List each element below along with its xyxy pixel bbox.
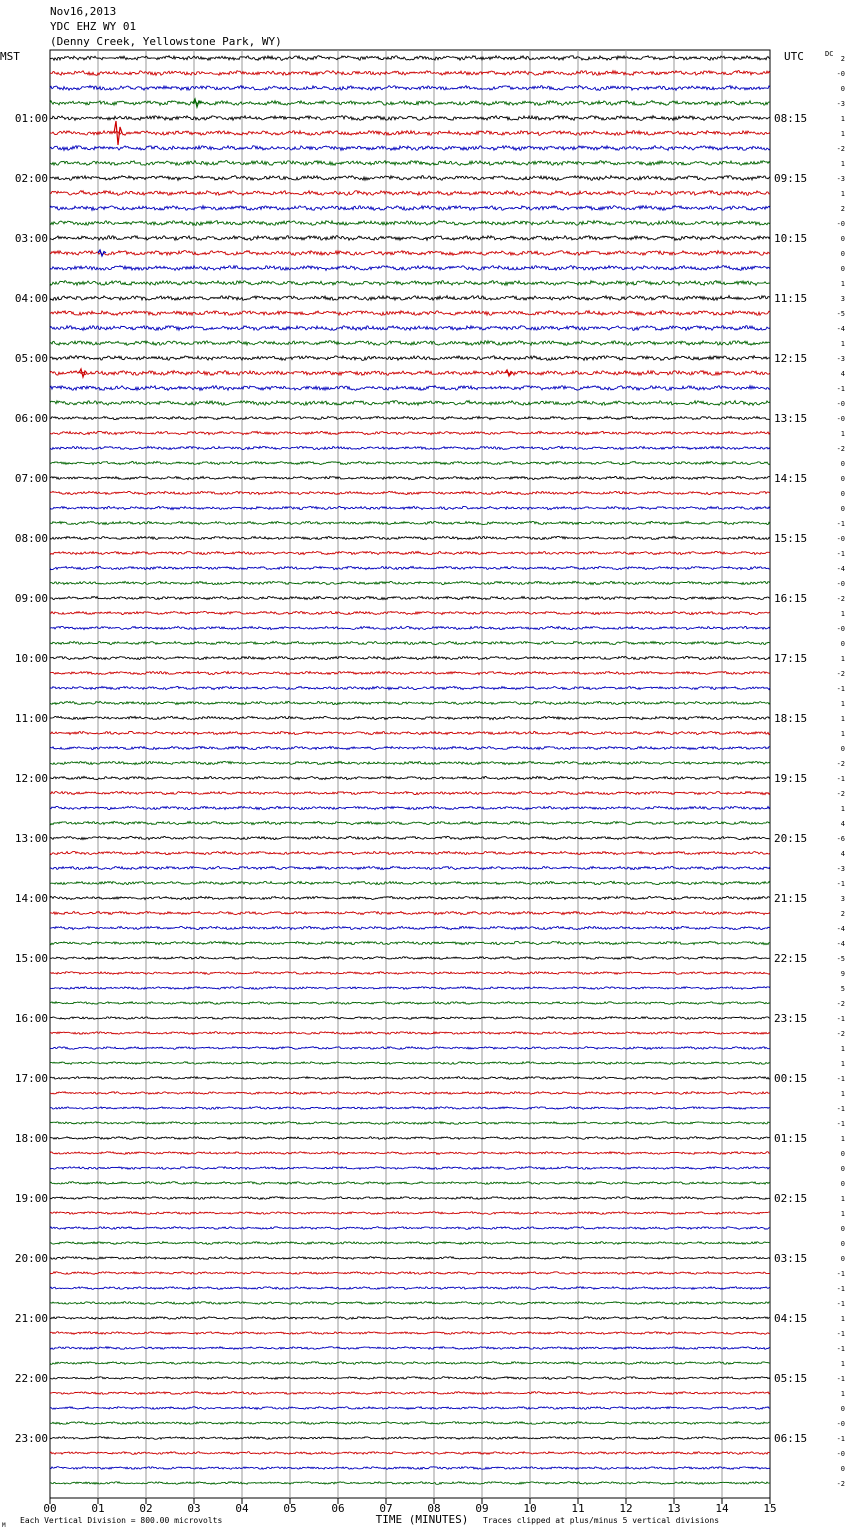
seismic-trace — [50, 731, 770, 734]
dc-offset-label: 4 — [840, 820, 845, 828]
seismic-trace — [50, 701, 770, 704]
seismic-trace — [50, 866, 770, 869]
seismic-trace — [50, 431, 770, 434]
left-hour-label: 07:00 — [14, 472, 48, 485]
right-hour-label: 12:15 — [774, 352, 808, 365]
dc-offset-label: 1 — [840, 1090, 845, 1098]
right-hour-label: 20:15 — [774, 832, 808, 845]
dc-offset-label: 0 — [840, 250, 845, 258]
dc-offset-label: -1 — [836, 1075, 845, 1083]
dc-offset-label: 1 — [840, 280, 845, 288]
seismic-trace — [50, 1107, 770, 1110]
x-axis-label: TIME (MINUTES) — [375, 1513, 469, 1526]
x-tick-label: 11 — [571, 1502, 585, 1515]
dc-offset-label: -1 — [836, 1375, 845, 1383]
seismic-trace — [50, 761, 770, 764]
dc-offset-label: -1 — [836, 1015, 845, 1023]
clip-note: Traces clipped at plus/minus 5 vertical divisions — [483, 1516, 720, 1525]
dc-offset-label: -1 — [836, 1285, 845, 1293]
seismic-trace — [50, 1182, 770, 1185]
seismic-trace — [50, 221, 770, 226]
seismic-trace — [50, 596, 770, 599]
x-tick-label: 02 — [139, 1502, 153, 1515]
dc-offset-label: 1 — [840, 805, 845, 813]
seismic-trace — [50, 146, 770, 151]
dc-offset-label: 1 — [840, 1195, 845, 1203]
dc-offset-label: -0 — [836, 580, 845, 588]
seismic-trace — [50, 416, 770, 419]
dc-offset-label: 1 — [840, 1390, 845, 1398]
seismic-trace — [50, 1467, 770, 1470]
seismic-trace — [50, 56, 770, 61]
dc-offset-label: -3 — [836, 100, 845, 108]
seismic-trace — [50, 1347, 770, 1350]
seismic-trace — [50, 236, 770, 241]
seismic-trace — [50, 776, 770, 779]
x-tick-label: 04 — [235, 1502, 249, 1515]
seismic-trace — [50, 611, 770, 614]
seismic-trace — [50, 521, 770, 524]
left-hour-label: 01:00 — [14, 112, 48, 125]
seismic-trace — [50, 1092, 770, 1095]
seismic-trace — [50, 1302, 770, 1305]
x-tick-label: 08 — [427, 1502, 441, 1515]
left-hour-label: 21:00 — [14, 1312, 48, 1325]
dc-offset-label: 1 — [840, 1315, 845, 1323]
right-hour-label: 11:15 — [774, 292, 808, 305]
dc-offset-label: -1 — [836, 520, 845, 528]
dc-offset-label: 1 — [840, 1060, 845, 1068]
x-tick-label: 13 — [667, 1502, 681, 1515]
dc-offset-label: -1 — [836, 1300, 845, 1308]
seismic-trace — [50, 371, 770, 376]
left-hour-label: 18:00 — [14, 1132, 48, 1145]
seismic-trace — [50, 581, 770, 584]
left-hour-label: 04:00 — [14, 292, 48, 305]
seismic-trace — [50, 1287, 770, 1290]
dc-offset-label: -3 — [836, 355, 845, 363]
seismic-trace — [50, 1407, 770, 1410]
scale-note: Each Vertical Division = 800.00 microvolts — [20, 1516, 223, 1525]
seismic-trace — [50, 116, 770, 121]
seismic-trace — [50, 1077, 770, 1080]
dc-offset-label: 0 — [840, 1465, 845, 1473]
seismic-trace — [50, 341, 770, 346]
right-hour-label: 15:15 — [774, 532, 808, 545]
dc-offset-label: 1 — [840, 730, 845, 738]
seismic-trace — [50, 1002, 770, 1005]
dc-offset-label: -4 — [836, 940, 845, 948]
left-hour-label: 19:00 — [14, 1192, 48, 1205]
seismic-trace — [50, 566, 770, 569]
seismic-trace — [50, 206, 770, 211]
seismic-trace — [50, 1242, 770, 1245]
right-hour-label: 10:15 — [774, 232, 808, 245]
dc-offset-label: 3 — [840, 295, 845, 303]
x-tick-label: 09 — [475, 1502, 489, 1515]
seismic-trace — [50, 1422, 770, 1425]
seismic-trace — [50, 1452, 770, 1455]
dc-offset-label: -1 — [836, 685, 845, 693]
left-hour-label: 13:00 — [14, 832, 48, 845]
dc-offset-label: -0 — [836, 1420, 845, 1428]
seismic-trace — [50, 1047, 770, 1050]
left-hour-label: 23:00 — [14, 1432, 48, 1445]
dc-offset-label: -2 — [836, 1030, 845, 1038]
seismic-trace — [50, 957, 770, 960]
right-hour-label: 13:15 — [774, 412, 808, 425]
corner-mark: M — [2, 1522, 6, 1529]
left-hour-label: 15:00 — [14, 952, 48, 965]
dc-offset-label: 0 — [840, 745, 845, 753]
dc-label: DC — [825, 50, 834, 58]
seismic-trace — [50, 1137, 770, 1140]
dc-offset-label: -4 — [836, 565, 845, 573]
seismic-trace — [50, 806, 770, 809]
left-hour-label: 02:00 — [14, 172, 48, 185]
seismic-trace — [50, 491, 770, 494]
seismic-trace — [50, 926, 770, 929]
seismic-trace — [50, 656, 770, 659]
seismic-trace — [50, 326, 770, 331]
dc-offset-label: -1 — [836, 1435, 845, 1443]
right-hour-label: 18:15 — [774, 712, 808, 725]
dc-offset-label: 0 — [840, 640, 845, 648]
dc-offset-label: 1 — [840, 715, 845, 723]
right-hour-label: 09:15 — [774, 172, 808, 185]
right-hour-label: 16:15 — [774, 592, 808, 605]
seismic-trace — [50, 176, 770, 181]
left-hour-label: 05:00 — [14, 352, 48, 365]
dc-offset-label: 2 — [840, 55, 845, 63]
seismic-trace — [50, 671, 770, 674]
seismic-trace — [50, 356, 770, 361]
dc-offset-label: 1 — [840, 130, 845, 138]
left-hour-label: 20:00 — [14, 1252, 48, 1265]
right-hour-label: 17:15 — [774, 652, 808, 665]
dc-offset-label: 0 — [840, 460, 845, 468]
seismic-trace — [50, 311, 770, 316]
seismic-trace — [50, 1197, 770, 1200]
right-hour-label: 14:15 — [774, 472, 808, 485]
seismic-trace — [50, 1437, 770, 1440]
dc-offset-label: -1 — [836, 1345, 845, 1353]
seismic-trace — [50, 131, 770, 136]
seismic-trace — [50, 972, 770, 975]
dc-offset-label: 1 — [840, 700, 845, 708]
event-spike — [98, 250, 106, 256]
dc-offset-label: 1 — [840, 340, 845, 348]
dc-offset-label: 0 — [840, 1255, 845, 1263]
seismic-trace — [50, 86, 770, 91]
seismic-trace — [50, 911, 770, 914]
dc-offset-label: -2 — [836, 670, 845, 678]
dc-offset-label: 2 — [840, 910, 845, 918]
seismic-trace — [50, 266, 770, 271]
seismic-trace — [50, 551, 770, 554]
right-hour-label: 00:15 — [774, 1072, 808, 1085]
dc-offset-label: -1 — [836, 1105, 845, 1113]
dc-offset-label: -2 — [836, 1480, 845, 1488]
dc-offset-label: 0 — [840, 235, 845, 243]
x-tick-label: 01 — [91, 1502, 105, 1515]
dc-offset-label: -2 — [836, 595, 845, 603]
x-tick-label: 12 — [619, 1502, 633, 1515]
dc-offset-label: 0 — [840, 505, 845, 513]
x-tick-label: 00 — [43, 1502, 57, 1515]
seismic-trace — [50, 1257, 770, 1260]
dc-offset-label: 1 — [840, 1360, 845, 1368]
dc-offset-label: 9 — [840, 970, 845, 978]
seismic-trace — [50, 536, 770, 539]
seismic-trace — [50, 746, 770, 749]
seismic-trace — [50, 476, 770, 479]
seismic-trace — [50, 461, 770, 464]
dc-offset-label: 0 — [840, 1405, 845, 1413]
seismic-trace — [50, 281, 770, 286]
seismic-trace — [50, 1332, 770, 1335]
dc-offset-label: -1 — [836, 1270, 845, 1278]
dc-offset-label: 0 — [840, 1150, 845, 1158]
dc-offset-label: -1 — [836, 1330, 845, 1338]
seismic-trace — [50, 896, 770, 899]
seismic-trace — [50, 987, 770, 990]
header-location: (Denny Creek, Yellowstone Park, WY) — [50, 35, 282, 48]
dc-offset-label: -0 — [836, 220, 845, 228]
dc-offset-label: 0 — [840, 490, 845, 498]
dc-offset-label: -0 — [836, 625, 845, 633]
dc-offset-label: -1 — [836, 880, 845, 888]
right-hour-label: 05:15 — [774, 1372, 808, 1385]
left-hour-label: 22:00 — [14, 1372, 48, 1385]
dc-offset-label: 0 — [840, 475, 845, 483]
seismic-trace — [50, 251, 770, 256]
seismic-trace — [50, 401, 770, 406]
dc-offset-label: -2 — [836, 1000, 845, 1008]
dc-offset-label: -3 — [836, 865, 845, 873]
seismic-trace — [50, 881, 770, 884]
right-hour-label: 04:15 — [774, 1312, 808, 1325]
seismic-trace — [50, 1482, 770, 1485]
left-hour-label: 17:00 — [14, 1072, 48, 1085]
seismic-trace — [50, 686, 770, 689]
dc-offset-label: 0 — [840, 85, 845, 93]
dc-offset-label: 1 — [840, 190, 845, 198]
dc-offset-label: -0 — [836, 400, 845, 408]
dc-offset-label: -2 — [836, 445, 845, 453]
dc-offset-label: 2 — [840, 205, 845, 213]
seismic-trace — [50, 641, 770, 644]
seismic-trace — [50, 1227, 770, 1230]
seismic-trace — [50, 851, 770, 854]
dc-offset-label: 0 — [840, 1225, 845, 1233]
right-hour-label: 08:15 — [774, 112, 808, 125]
dc-offset-label: -2 — [836, 760, 845, 768]
seismic-trace — [50, 1377, 770, 1380]
dc-offset-label: 1 — [840, 655, 845, 663]
x-tick-label: 07 — [379, 1502, 393, 1515]
seismic-trace — [50, 716, 770, 719]
dc-offset-label: 1 — [840, 430, 845, 438]
dc-offset-label: -0 — [836, 415, 845, 423]
dc-offset-label: -5 — [836, 955, 845, 963]
right-hour-label: 23:15 — [774, 1012, 808, 1025]
seismic-trace — [50, 1062, 770, 1065]
right-hour-label: 01:15 — [774, 1132, 808, 1145]
x-tick-label: 06 — [331, 1502, 345, 1515]
left-hour-label: 16:00 — [14, 1012, 48, 1025]
seismic-trace — [50, 386, 770, 391]
right-hour-label: 06:15 — [774, 1432, 808, 1445]
left-hour-label: 14:00 — [14, 892, 48, 905]
right-timezone-label: UTC — [784, 50, 804, 63]
dc-offset-label: 0 — [840, 1165, 845, 1173]
header-date: Nov16,2013 — [50, 5, 117, 18]
seismic-trace — [50, 446, 770, 449]
seismic-trace — [50, 1122, 770, 1125]
dc-offset-label: 1 — [840, 115, 845, 123]
right-hour-label: 22:15 — [774, 952, 808, 965]
dc-offset-label: 1 — [840, 1045, 845, 1053]
dc-offset-label: 0 — [840, 1240, 845, 1248]
left-hour-label: 10:00 — [14, 652, 48, 665]
left-hour-label: 08:00 — [14, 532, 48, 545]
left-hour-label: 09:00 — [14, 592, 48, 605]
right-hour-label: 21:15 — [774, 892, 808, 905]
dc-offset-label: -3 — [836, 175, 845, 183]
left-hour-label: 12:00 — [14, 772, 48, 785]
seismic-trace — [50, 1032, 770, 1035]
x-tick-label: 03 — [187, 1502, 201, 1515]
dc-offset-label: -2 — [836, 145, 845, 153]
dc-offset-label: 1 — [840, 1135, 845, 1143]
x-tick-label: 14 — [715, 1502, 729, 1515]
seismic-trace — [50, 1392, 770, 1395]
dc-offset-label: -0 — [836, 70, 845, 78]
right-hour-label: 03:15 — [774, 1252, 808, 1265]
x-tick-label: 05 — [283, 1502, 297, 1515]
dc-offset-label: -2 — [836, 790, 845, 798]
dc-offset-label: -6 — [836, 835, 845, 843]
dc-offset-label: 4 — [840, 370, 845, 378]
dc-offset-label: 1 — [840, 160, 845, 168]
seismic-trace — [50, 101, 770, 106]
seismic-trace — [50, 1017, 770, 1020]
dc-offset-label: -4 — [836, 325, 845, 333]
seismic-trace — [50, 296, 770, 301]
dc-offset-label: 5 — [840, 985, 845, 993]
left-hour-label: 11:00 — [14, 712, 48, 725]
x-tick-label: 10 — [523, 1502, 537, 1515]
dc-offset-label: -0 — [836, 535, 845, 543]
seismic-trace — [50, 191, 770, 196]
seismic-trace — [50, 836, 770, 839]
dc-offset-label: -0 — [836, 1450, 845, 1458]
seismic-trace — [50, 1212, 770, 1215]
dc-offset-label: -1 — [836, 775, 845, 783]
seismic-trace — [50, 1362, 770, 1365]
left-hour-label: 06:00 — [14, 412, 48, 425]
dc-offset-label: 0 — [840, 265, 845, 273]
header-station: YDC EHZ WY 01 — [50, 20, 137, 33]
seismic-trace — [50, 71, 770, 76]
seismic-trace — [50, 791, 770, 794]
seismic-trace — [50, 1317, 770, 1320]
dc-offset-label: -1 — [836, 385, 845, 393]
left-hour-label: 03:00 — [14, 232, 48, 245]
seismic-trace — [50, 821, 770, 824]
dc-offset-label: -1 — [836, 550, 845, 558]
right-hour-label: 19:15 — [774, 772, 808, 785]
seismic-trace — [50, 506, 770, 509]
seismic-trace — [50, 941, 770, 944]
seismic-trace — [50, 626, 770, 629]
dc-offset-label: 3 — [840, 895, 845, 903]
seismic-trace — [50, 1152, 770, 1155]
dc-offset-label: -4 — [836, 925, 845, 933]
seismic-trace — [50, 1272, 770, 1275]
right-hour-label: 02:15 — [774, 1192, 808, 1205]
dc-offset-label: 1 — [840, 1210, 845, 1218]
dc-offset-label: -1 — [836, 1120, 845, 1128]
dc-offset-label: 0 — [840, 1180, 845, 1188]
left-timezone-label: MST — [0, 50, 20, 63]
dc-offset-label: 1 — [840, 610, 845, 618]
dc-offset-label: 4 — [840, 850, 845, 858]
dc-offset-label: -5 — [836, 310, 845, 318]
seismic-trace — [50, 161, 770, 166]
x-tick-label: 15 — [763, 1502, 777, 1515]
seismic-trace — [50, 1167, 770, 1170]
